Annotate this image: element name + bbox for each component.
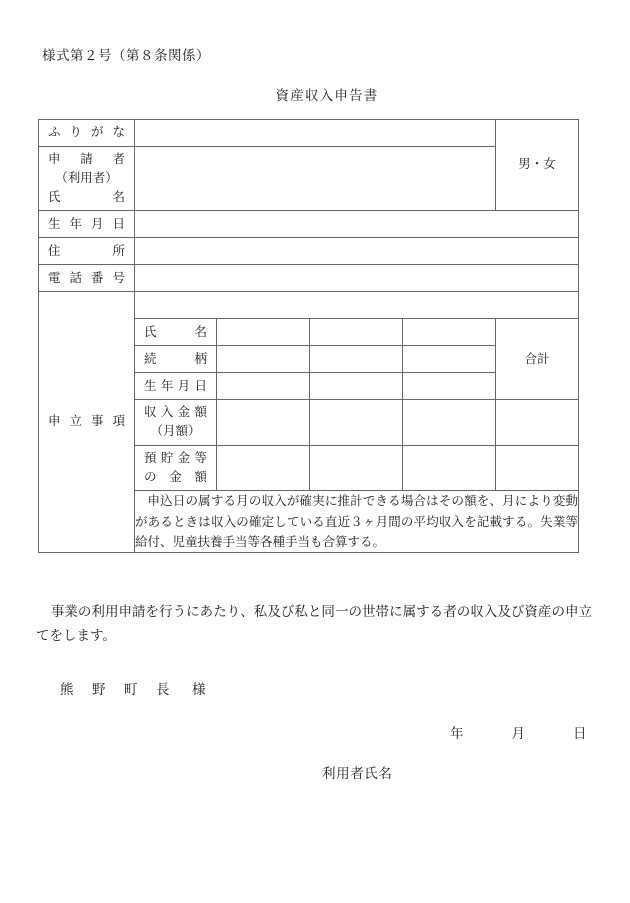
member-name-label-cell — [135, 319, 217, 346]
income-total-value[interactable] — [496, 400, 579, 446]
furigana-label-cell — [39, 120, 135, 147]
declaration-section-label: 申立事項 — [48, 414, 125, 429]
savings-value-3[interactable] — [403, 445, 496, 491]
income-label-line2: （月額） — [150, 424, 201, 438]
declaration-section-label-cell — [39, 292, 135, 553]
furigana-label: ふりがな — [48, 125, 125, 140]
table-row-address — [39, 238, 579, 265]
table-row-furigana — [39, 120, 579, 147]
applicant-name-label — [39, 147, 134, 210]
form-number: 様式第２号（第８条関係） — [42, 48, 210, 63]
applicant-name-label-cell — [39, 147, 135, 211]
declaration-note-cell — [135, 491, 579, 553]
addressee-name: 熊野町長 — [60, 682, 170, 697]
date-month-label: 月 — [511, 726, 525, 741]
table-row-declaration-spacer — [39, 292, 579, 319]
table-row-birthdate — [39, 211, 579, 238]
applicant-name-input-cell[interactable] — [135, 147, 496, 211]
total-label-cell[interactable] — [496, 319, 579, 400]
relationship-value-2[interactable] — [310, 346, 403, 373]
savings-label — [135, 446, 216, 491]
savings-label-line1: 預貯金等 — [144, 450, 207, 465]
member-birthdate-value-3[interactable] — [403, 373, 496, 400]
address-label-cell — [39, 238, 135, 265]
declaration-statement: 事業の利用申請を行うにあたり、私及び私と同一の世帯に属する者の収入及び資産の申立てをします。 — [36, 604, 592, 643]
income-value-1[interactable] — [217, 400, 310, 446]
birthdate-label: 生年月日 — [48, 216, 125, 231]
document-title: 資産収入申告書 — [275, 88, 379, 103]
phone-input-cell[interactable] — [135, 265, 579, 292]
member-birthdate-label-cell — [135, 373, 217, 400]
date-line[interactable] — [450, 722, 587, 742]
member-name-value-3[interactable] — [403, 319, 496, 346]
phone-label-cell — [39, 265, 135, 292]
savings-value-2[interactable] — [310, 445, 403, 491]
declaration-spacer-cell — [135, 292, 579, 319]
total-label: 合計 — [524, 351, 550, 366]
furigana-input-cell[interactable] — [135, 120, 496, 147]
income-label-line1: 収入金額 — [144, 405, 207, 420]
applicant-name-label-line2: （利用者） — [55, 170, 118, 185]
application-form-table — [38, 119, 579, 553]
member-birthdate-label: 生年月日 — [144, 378, 207, 393]
income-label-cell — [135, 400, 217, 446]
sex-cell[interactable] — [496, 120, 579, 211]
applicant-name-label-line1: 申 請 者 — [48, 152, 125, 166]
address-input-cell[interactable] — [135, 238, 579, 265]
savings-value-1[interactable] — [217, 445, 310, 491]
member-birthdate-value-2[interactable] — [310, 373, 403, 400]
applicant-name-label-line3: 氏 名 — [48, 189, 125, 204]
relationship-value-1[interactable] — [217, 346, 310, 373]
member-name-value-2[interactable] — [310, 319, 403, 346]
addressee-honorific: 様 — [192, 682, 206, 697]
income-label — [135, 400, 216, 445]
birthdate-input-cell[interactable] — [135, 211, 579, 238]
member-birthdate-value-1[interactable] — [217, 373, 310, 400]
addressee-line — [60, 678, 206, 698]
income-value-2[interactable] — [310, 400, 403, 446]
date-day-label: 日 — [573, 726, 587, 741]
member-name-value-1[interactable] — [217, 319, 310, 346]
table-row-phone — [39, 265, 579, 292]
phone-label: 電話番号 — [48, 270, 125, 285]
member-name-label: 氏 名 — [144, 324, 207, 339]
income-value-3[interactable] — [403, 400, 496, 446]
date-year-label: 年 — [450, 726, 464, 741]
savings-total-value[interactable] — [496, 445, 579, 491]
savings-label-cell — [135, 445, 217, 491]
signature-line[interactable]: 利用者氏名 — [322, 766, 393, 781]
relationship-label: 続 柄 — [144, 351, 207, 366]
relationship-label-cell — [135, 346, 217, 373]
declaration-note-text: 申込日の属する月の収入が確実に推計できる場合はその額を、月により変動があるときは収入の確定している直近３ヶ月間の平均収入を記載する。失業等給付、児童扶養手当等各種手当も合算する。 — [135, 494, 578, 549]
birthdate-label-cell — [39, 211, 135, 238]
relationship-value-3[interactable] — [403, 346, 496, 373]
address-label: 住 所 — [48, 243, 125, 258]
savings-label-line2: の 金 額 — [144, 469, 207, 484]
sex-label: 男・女 — [518, 157, 556, 172]
